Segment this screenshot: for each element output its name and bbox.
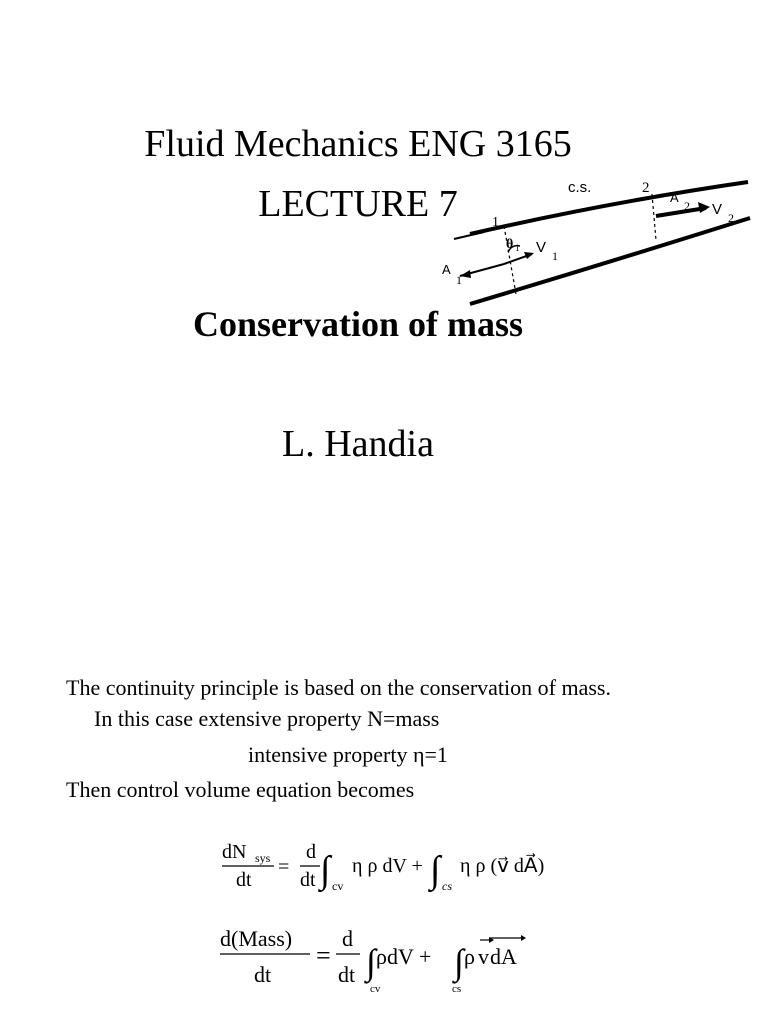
integral-cv-icon: ∫	[320, 849, 331, 891]
a2-label: A	[670, 190, 679, 205]
eq2-lhs-numerator: d(Mass)	[220, 926, 293, 951]
svg-text:ρ: ρ	[464, 944, 475, 969]
a1-label: A	[442, 262, 451, 277]
integral-cv-icon: ∫	[366, 942, 376, 982]
v1-label: V	[536, 239, 547, 256]
svg-text:1: 1	[552, 249, 558, 263]
svg-text:sys: sys	[255, 851, 271, 865]
eq1-term2: η ρ (v⃗ dA⃗)	[460, 855, 545, 877]
svg-text:dt: dt	[300, 869, 316, 891]
svg-text:d: d	[342, 926, 353, 951]
eq1-term1: η ρ dV +	[352, 855, 423, 877]
svg-text:=: =	[316, 941, 331, 970]
svg-text:1: 1	[456, 273, 462, 287]
svg-text:dA: dA	[490, 944, 517, 969]
svg-text:v: v	[478, 944, 489, 969]
integral-cs-icon: ∫	[430, 849, 441, 891]
v2-arrow	[656, 208, 706, 216]
svg-text:2: 2	[684, 199, 690, 213]
control-volume-figure	[420, 170, 768, 320]
svg-text:d: d	[306, 841, 316, 863]
theta-label: θ	[506, 237, 514, 252]
svg-text:2: 2	[728, 211, 734, 225]
integral-cs-icon: ∫	[454, 942, 464, 982]
body-line-3: intensive property η=1	[248, 742, 448, 767]
section-2-line	[652, 194, 656, 240]
svg-text:cv: cv	[332, 879, 344, 893]
control-surface-label: c.s.	[568, 179, 592, 196]
slide-subtitle: Conservation of mass	[193, 304, 523, 344]
svg-text:dt: dt	[338, 962, 356, 987]
svg-text:=: =	[278, 856, 290, 878]
author-name: L. Handia	[282, 423, 434, 465]
body-line-2: In this case extensive property N=mass	[94, 706, 440, 731]
v2-label: V	[712, 201, 723, 218]
section-2-label: 2	[642, 180, 650, 196]
svg-text:1: 1	[515, 243, 520, 253]
lecture-number: LECTURE 7	[258, 183, 458, 225]
eq2-lhs-denominator: dt	[254, 962, 272, 987]
eq1-lhs-denominator: dt	[236, 869, 252, 891]
slide-title: Fluid Mechanics ENG 3165	[144, 123, 572, 165]
equation-2	[212, 920, 552, 1000]
svg-text:cv: cv	[370, 983, 381, 995]
body-line-1: The continuity principle is based on the conservation of mass.	[66, 675, 611, 700]
svg-text:cs: cs	[442, 879, 452, 893]
section-1-label: 1	[492, 215, 499, 230]
equation-1	[210, 830, 570, 900]
eq1-lhs-numerator: dN	[222, 841, 247, 863]
body-line-4: Then control volume equation becomes	[66, 777, 415, 802]
eq2-term1: ρdV +	[376, 944, 432, 969]
svg-text:cs: cs	[452, 983, 462, 995]
